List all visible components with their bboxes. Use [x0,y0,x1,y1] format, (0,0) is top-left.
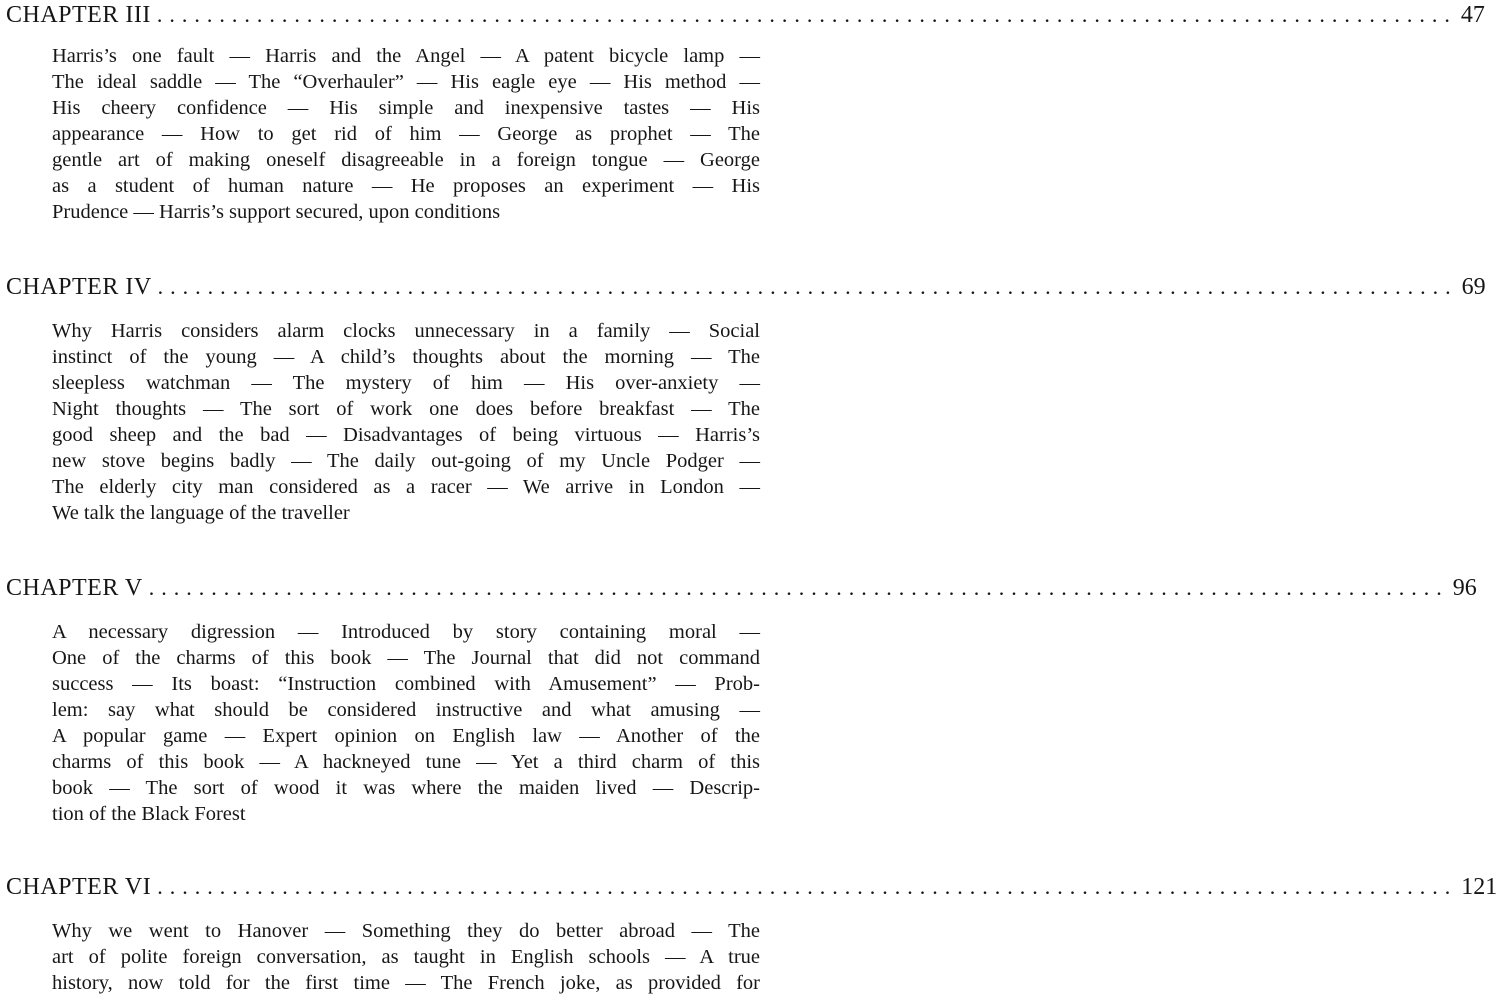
chapter-heading [6,874,1497,904]
summary-line: as a student of human nature — He proposes an experiment — His [52,175,760,197]
summary-line: instinct of the young — A child’s thoughts about the morning — The [52,346,760,368]
summary-line: tion of the Black Forest [52,803,246,825]
summary-line: Prudence — Harris’s support secured, upon conditions [52,201,501,223]
chapter-title: CHAPTER III [6,2,151,28]
summary-line: history, now told for the first time — The French joke, as provided for [52,972,760,994]
summary-line: Night thoughts — The sort of work one does before breakfast — The [52,398,760,420]
chapter-summary [52,43,760,225]
summary-line: Why Harris considers alarm clocks unnecessary in a family — Social [52,320,760,342]
summary-line: The ideal saddle — The “Overhauler” — His eagle eye — His method — [52,71,760,93]
summary-line: His cheery confidence — His simple and inexpensive tastes — His [52,97,760,119]
summary-line: A popular game — Expert opinion on English law — Another of the [52,725,760,747]
summary-line: success — Its boast: “Instruction combined with Amusement” — Prob- [52,673,760,695]
summary-line: One of the charms of this book — The Journal that did not command [52,647,760,669]
chapter-heading [6,2,1485,32]
chapter-title: CHAPTER V [6,575,143,601]
summary-line: Why we went to Hanover — Something they do better abroad — The [52,920,760,942]
summary-line: We talk the language of the traveller [52,502,350,524]
summary-line: lem: say what should be considered instructive and what amusing — [52,699,760,721]
dot-leader: ........................................................................................................ [156,2,1457,27]
summary-line: A necessary digression — Introduced by story containing moral — [52,621,760,643]
summary-line: The elderly city man considered as a racer — We arrive in London — [52,476,760,498]
chapter-page-number: 96 [1452,575,1477,601]
summary-line: new stove begins badly — The daily out-going of my Uncle Podger — [52,450,760,472]
dot-leader: ........................................................................................................ [157,274,1458,299]
summary-line: appearance — How to get rid of him — George as prophet — The [52,123,760,145]
dot-leader: ........................................................................................................ [157,874,1458,899]
dot-leader: ........................................................................................................ [148,575,1449,600]
chapter-heading [6,575,1477,605]
chapter-page-number: 121 [1461,874,1497,900]
summary-line: charms of this book — A hackneyed tune — Yet a third charm of this [52,751,760,773]
chapter-summary [52,318,760,526]
chapter-title: CHAPTER IV [6,274,152,300]
chapter-page-number: 69 [1461,274,1486,300]
chapter-summary [52,619,760,827]
summary-line: art of polite foreign conversation, as taught in English schools — A true [52,946,760,968]
summary-line: sleepless watchman — The mystery of him — His over-anxiety — [52,372,760,394]
chapter-page-number: 47 [1460,2,1485,28]
summary-line: good sheep and the bad — Disadvantages of being virtuous — Harris’s [52,424,760,446]
chapter-heading [6,274,1486,304]
summary-line: gentle art of making oneself disagreeable in a foreign tongue — George [52,149,760,171]
summary-line: book — The sort of wood it was where the maiden lived — Descrip- [52,777,760,799]
chapter-summary [52,918,760,996]
summary-line: Harris’s one fault — Harris and the Angel — A patent bicycle lamp — [52,45,760,67]
chapter-title: CHAPTER VI [6,874,152,900]
